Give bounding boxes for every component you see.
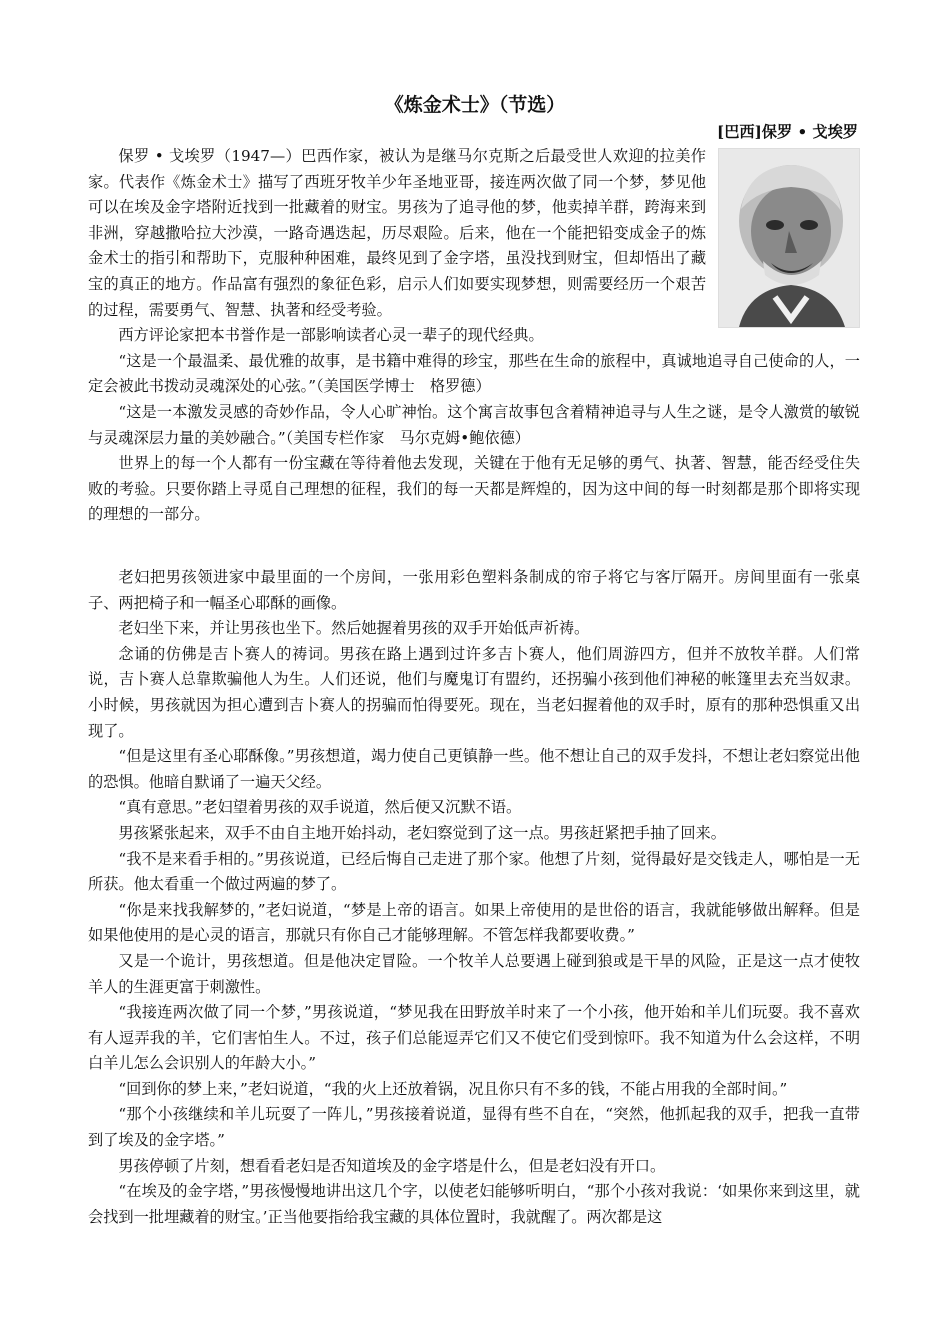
intro-paragraph: “这是一本激发灵感的奇妙作品，令人心旷神怡。这个寓言故事包含着精神追寻与人生之谜，是令人激赏的敏锐与灵魂深层力量的美妙融合。”（美国专栏作家 马尔克姆•鲍依德） [88, 402, 860, 447]
story-paragraph: 男孩停顿了片刻，想看看老妇是否知道埃及的金字塔是什么，但是老妇没有开口。 [118, 1156, 666, 1175]
story-paragraph: “真有意思。”老妇望着男孩的双手说道，然后便又沉默不语。 [118, 798, 522, 817]
intro-paragraph: 西方评论家把本书誉作是一部影响读者心灵一辈子的现代经典。 [118, 326, 544, 345]
author-portrait-image [719, 149, 859, 327]
story-paragraph: “我接连两次做了同一个梦，”男孩说道，“梦见我在田野放羊时来了一个小孩，他开始和羊儿们玩耍。我不喜欢有人逗弄我的羊，它们害怕生人。不过，孩子们总能逗弄它们又不使它们受到惊吓。我不知道为什么会这样，不明白羊儿怎么会识别人的年龄大小。” [88, 1003, 860, 1073]
author-line: [巴西]保罗 • 戈埃罗 [717, 123, 858, 141]
story-paragraph: “那个小孩继续和羊儿玩耍了一阵儿，”男孩接着说道，显得有些不自在，“突然，他抓起我的双手，把我一直带到了埃及的金字塔。” [88, 1105, 860, 1150]
story-paragraph: 又是一个诡计，男孩想道。但是他决定冒险。一个牧羊人总要遇上碰到狼或是干旱的风险，正是这一点才使牧羊人的生涯更富于刺激性。 [88, 951, 860, 996]
story-paragraph: 老妇把男孩领进家中最里面的一个房间，一张用彩色塑料条制成的帘子将它与客厅隔开。房间里面有一张桌子、两把椅子和一幅圣心耶酥的画像。 [88, 568, 860, 612]
story-paragraph: “在埃及的金字塔，”男孩慢慢地讲出这几个字，以使老妇能够听明白，“那个小孩对我说：‘如果你来到这里，就会找到一批埋藏着的财宝。’正当他要指给我宝藏的具体位置时，我就醒了。两次都是这 [88, 1182, 860, 1226]
story-paragraph: 男孩紧张起来，双手不由自主地开始抖动，老妇察觉到了这一点。男孩赶紧把手抽了回来。 [118, 823, 726, 842]
story-paragraph: 老妇坐下来，并让男孩也坐下。然后她握着男孩的双手开始低声祈祷。 [118, 619, 590, 638]
intro-paragraph: 世界上的每一个人都有一份宝藏在等待着他去发现，关键在于他有无足够的勇气、执著、智慧，能否经受住失败的考验。只要你踏上寻觅自己理想的征程，我们的每一天都是辉煌的，因为这中间的每一时刻都是那个即将实现的理想的一部分。 [88, 454, 860, 524]
intro-paragraph: 保罗 • 戈埃罗（1947—）巴西作家，被认为是继马尔克斯之后最受世人欢迎的拉美作家。代表作《炼金术士》描写了西班牙牧羊少年圣地亚哥，接连两次做了同一个梦，梦见他可以在埃及金字塔附近找到一批藏着的财宝。男孩为了追寻他的梦，他卖掉羊群，跨海来到非洲，穿越撒哈拉大沙漠，一路奇遇迭起，历尽艰险。后来，他在一个能把铅变成金子的炼金术士的指引和帮助下，克服种种困难，最终见到了金字塔，虽没找到财宝，但却悟出了藏宝的真正的地方。作品富有强烈的象征色彩，启示人们如要实现梦想，则需要经历一个艰苦的过程，需要勇气、智慧、执著和经受考验。 [88, 147, 706, 319]
story-paragraph: “但是这里有圣心耶酥像。”男孩想道，竭力使自己更镇静一些。他不想让自己的双手发抖，不想让老妇察觉出他的恐惧。他暗自默诵了一遍天父经。 [88, 747, 860, 791]
story-paragraph: “你是来找我解梦的，”老妇说道，“梦是上帝的语言。如果上帝使用的是世俗的语言，我就能够做出解释。但是如果他使用的是心灵的语言，那就只有你自己才能够理解。不管怎样我都要收费。” [88, 900, 860, 945]
intro-section [88, 144, 860, 528]
author-portrait [718, 148, 860, 328]
page-title: 《炼金术士》（节选） [384, 94, 566, 116]
story-paragraph: “回到你的梦上来，”老妇说道，“我的火上还放着锅，况且你只有不多的钱，不能占用我的全部时间。” [118, 1079, 788, 1098]
intro-paragraph: “这是一个最温柔、最优雅的故事，是书籍中难得的珍宝，那些在生命的旅程中，真诚地追寻自己使命的人，一定会被此书拨动灵魂深处的心弦。”（美国医学博士 格罗德） [88, 351, 860, 396]
story-section [88, 565, 860, 1230]
story-paragraph: 念诵的仿佛是吉卜赛人的祷词。男孩在路上遇到过许多吉卜赛人，他们周游四方，但并不放牧羊群。人们常说，吉卜赛人总靠欺骗他人为生。人们还说，他们与魔鬼订有盟约，还拐骗小孩到他们神秘的帐篷里去充当奴隶。小时候，男孩就因为担心遭到吉卜赛人的拐骗而怕得要死。现在，当老妇握着他的双手时，原有的那种恐惧重又出现了。 [88, 644, 860, 740]
story-paragraph: “我不是来看手相的。”男孩说道，已经后悔自己走进了那个家。他想了片刻，觉得最好是交钱走人，哪怕是一无所获。他太看重一个做过两遍的梦了。 [88, 849, 860, 894]
